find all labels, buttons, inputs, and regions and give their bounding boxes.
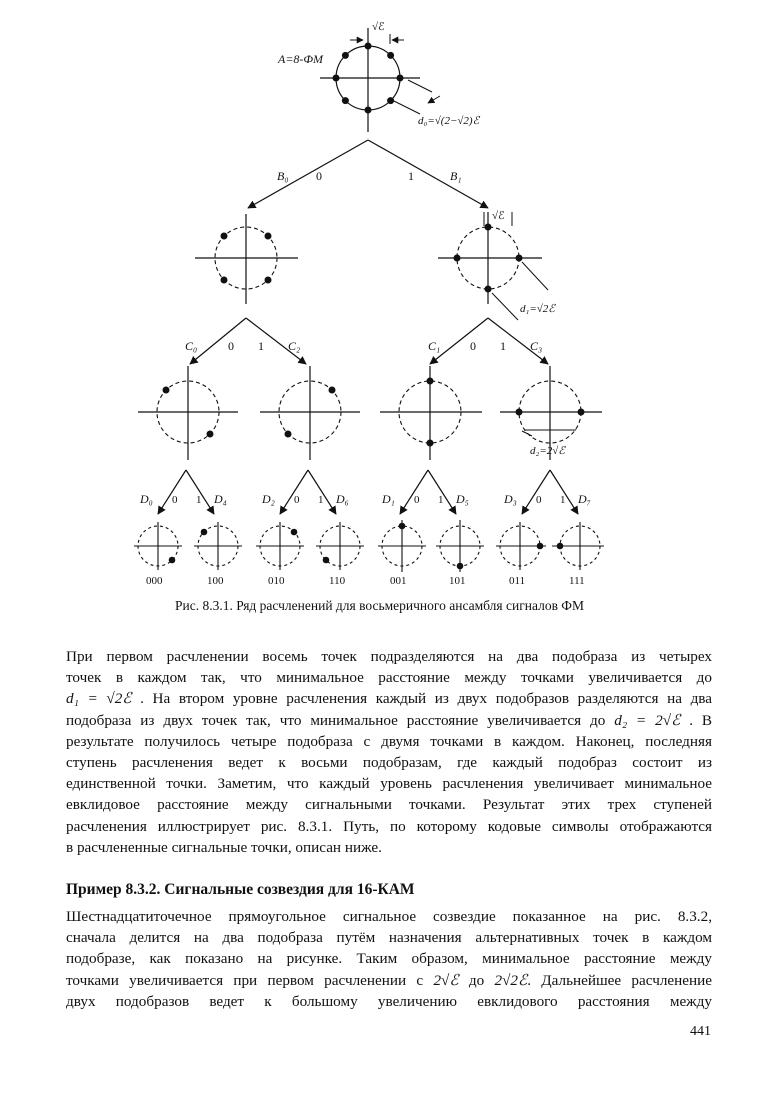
- p2-line-4-end: . Дальнейшее расчленение: [527, 971, 713, 989]
- bit-d2: 0: [294, 494, 300, 506]
- label-d3: D₃: [504, 492, 517, 506]
- branch-b0: B₀: [277, 169, 289, 183]
- p1-line-6: ступень расчленения ведет к восьми подобразам, где каждый подобраз состоит из: [66, 753, 712, 771]
- label-d5: D₅: [456, 492, 469, 506]
- p1-line-8: евклидовое расстояние между сигнальными точками. Результат этих трех ступеней: [66, 796, 712, 814]
- code-111: 111: [569, 575, 585, 587]
- label-d1: D₁: [382, 492, 395, 506]
- b0-constellation: [195, 214, 298, 304]
- branch-c3: C₃: [530, 339, 543, 353]
- c1-constellation: [380, 366, 482, 460]
- example-heading: Пример 8.3.2. Сигнальные созвездия для 16-КАМ: [66, 881, 415, 898]
- branch-c3-bit: 1: [500, 339, 506, 353]
- p2-line-1: Шестнадцатиточечное прямоугольное сигнальное созвездие показанное на рис. 8.3.2,: [66, 908, 712, 925]
- d2-label: d₂=2√ℰ: [530, 445, 565, 457]
- bit-d3: 0: [536, 494, 542, 506]
- label-d4: D₄: [214, 492, 227, 506]
- formula-2sqrtE: 2√ℰ: [433, 971, 459, 989]
- d1-formula: d₁ = √2ℰ: [66, 690, 132, 708]
- d1-label: d₁=√2ℰ: [520, 303, 555, 315]
- formula-2sqrt2E: 2√2ℰ: [494, 971, 528, 989]
- p1-line-1: При первом расчленении восемь точек подразделяются на два подобраза из четырех: [66, 648, 712, 665]
- branch-b1-bit: 1: [408, 169, 414, 183]
- p2-line-5: двух подобразов ведет к большому увеличению евклидового расстояния между: [66, 992, 712, 1010]
- label-d6: D₆: [336, 492, 349, 506]
- label-d0: D₀: [140, 492, 153, 506]
- level2-arrows: [190, 318, 548, 364]
- c0-constellation: [138, 366, 238, 460]
- p1-line-10: в расчлененные сигнальные точки, описан ниже.: [66, 838, 382, 856]
- p1-line-4: [66, 710, 712, 731]
- p2-line-4: [66, 970, 712, 991]
- p1-line-5: результате получилось четыре подобраза с двумя точками в каждом. Наконец, последняя: [66, 732, 712, 750]
- branch-b0-bit: 0: [316, 169, 322, 183]
- bit-d7: 1: [560, 494, 566, 506]
- label-d7: D₇: [578, 492, 591, 506]
- p1-line-2: точек в каждом так, что минимальное расстояние между точками увеличивается до: [66, 669, 712, 687]
- top-label: A=8-ФМ: [278, 52, 323, 66]
- figure-caption: Рис. 8.3.1. Ряд расчленений для восьмеричного ансамбля сигналов ФМ: [175, 598, 584, 613]
- code-011: 011: [509, 575, 526, 587]
- p2-line-3: подобразе, как показано на рисунке. Таким образом, минимальное расстояние между: [66, 950, 712, 968]
- p1-line-3: [66, 688, 712, 709]
- branch-c2-bit: 1: [258, 339, 264, 353]
- d0-label: d₀=√(2−√2)ℰ: [418, 115, 480, 127]
- branch-c2: C₂: [288, 339, 301, 353]
- code-000: 000: [146, 575, 163, 587]
- branch-c0: C₀: [185, 339, 198, 353]
- page-number: 441: [690, 1024, 711, 1039]
- p1-line-4-end: . В: [689, 711, 713, 729]
- branch-b1: B₁: [450, 169, 462, 183]
- label-d2: D₂: [262, 492, 275, 506]
- bit-d1: 0: [414, 494, 420, 506]
- branch-c0-bit: 0: [228, 339, 234, 353]
- bit-d0: 0: [172, 494, 178, 506]
- p2-line-4-text: точками увеличивается при первом расчленении с: [66, 971, 424, 989]
- p1-line-3-text: . На втором уровне расчленения каждый из двух подобразов разделяются на два: [140, 690, 713, 708]
- p1-line-7: единственной точки. Заметим, что каждый уровень расчленения увеличивает минимальное: [66, 775, 712, 793]
- c2-constellation: [260, 366, 360, 460]
- code-110: 110: [329, 575, 346, 587]
- leaf-constellations: [134, 520, 604, 572]
- code-101: 101: [449, 575, 466, 587]
- bit-d4: 1: [196, 494, 202, 506]
- branch-c1-bit: 0: [470, 339, 476, 353]
- code-001: 001: [390, 575, 407, 587]
- bit-d6: 1: [318, 494, 324, 506]
- d2-formula: d₂ = 2√ℰ: [614, 711, 681, 729]
- top-dist-label: √ℰ: [372, 21, 385, 33]
- paragraph-2: [66, 906, 712, 1012]
- bit-d5: 1: [438, 494, 444, 506]
- code-100: 100: [207, 575, 224, 587]
- code-010: 010: [268, 575, 285, 587]
- p2-line-2: сначала делится на два подобраза путём назначения альтернативных точек в каждом: [66, 929, 712, 947]
- level1-dist-label: √ℰ: [492, 210, 505, 222]
- p1-line-4-text: подобраза из двух точек так, что минимальное расстояние увеличивается до: [66, 711, 606, 729]
- branch-c1: C₁: [428, 339, 441, 353]
- p1-line-9: расчленения иллюстрирует рис. 8.3.1. Путь, по которому кодовые символы отображаются: [66, 817, 712, 835]
- paragraph-1: [66, 646, 712, 858]
- p2-line-4-mid: до: [468, 971, 485, 989]
